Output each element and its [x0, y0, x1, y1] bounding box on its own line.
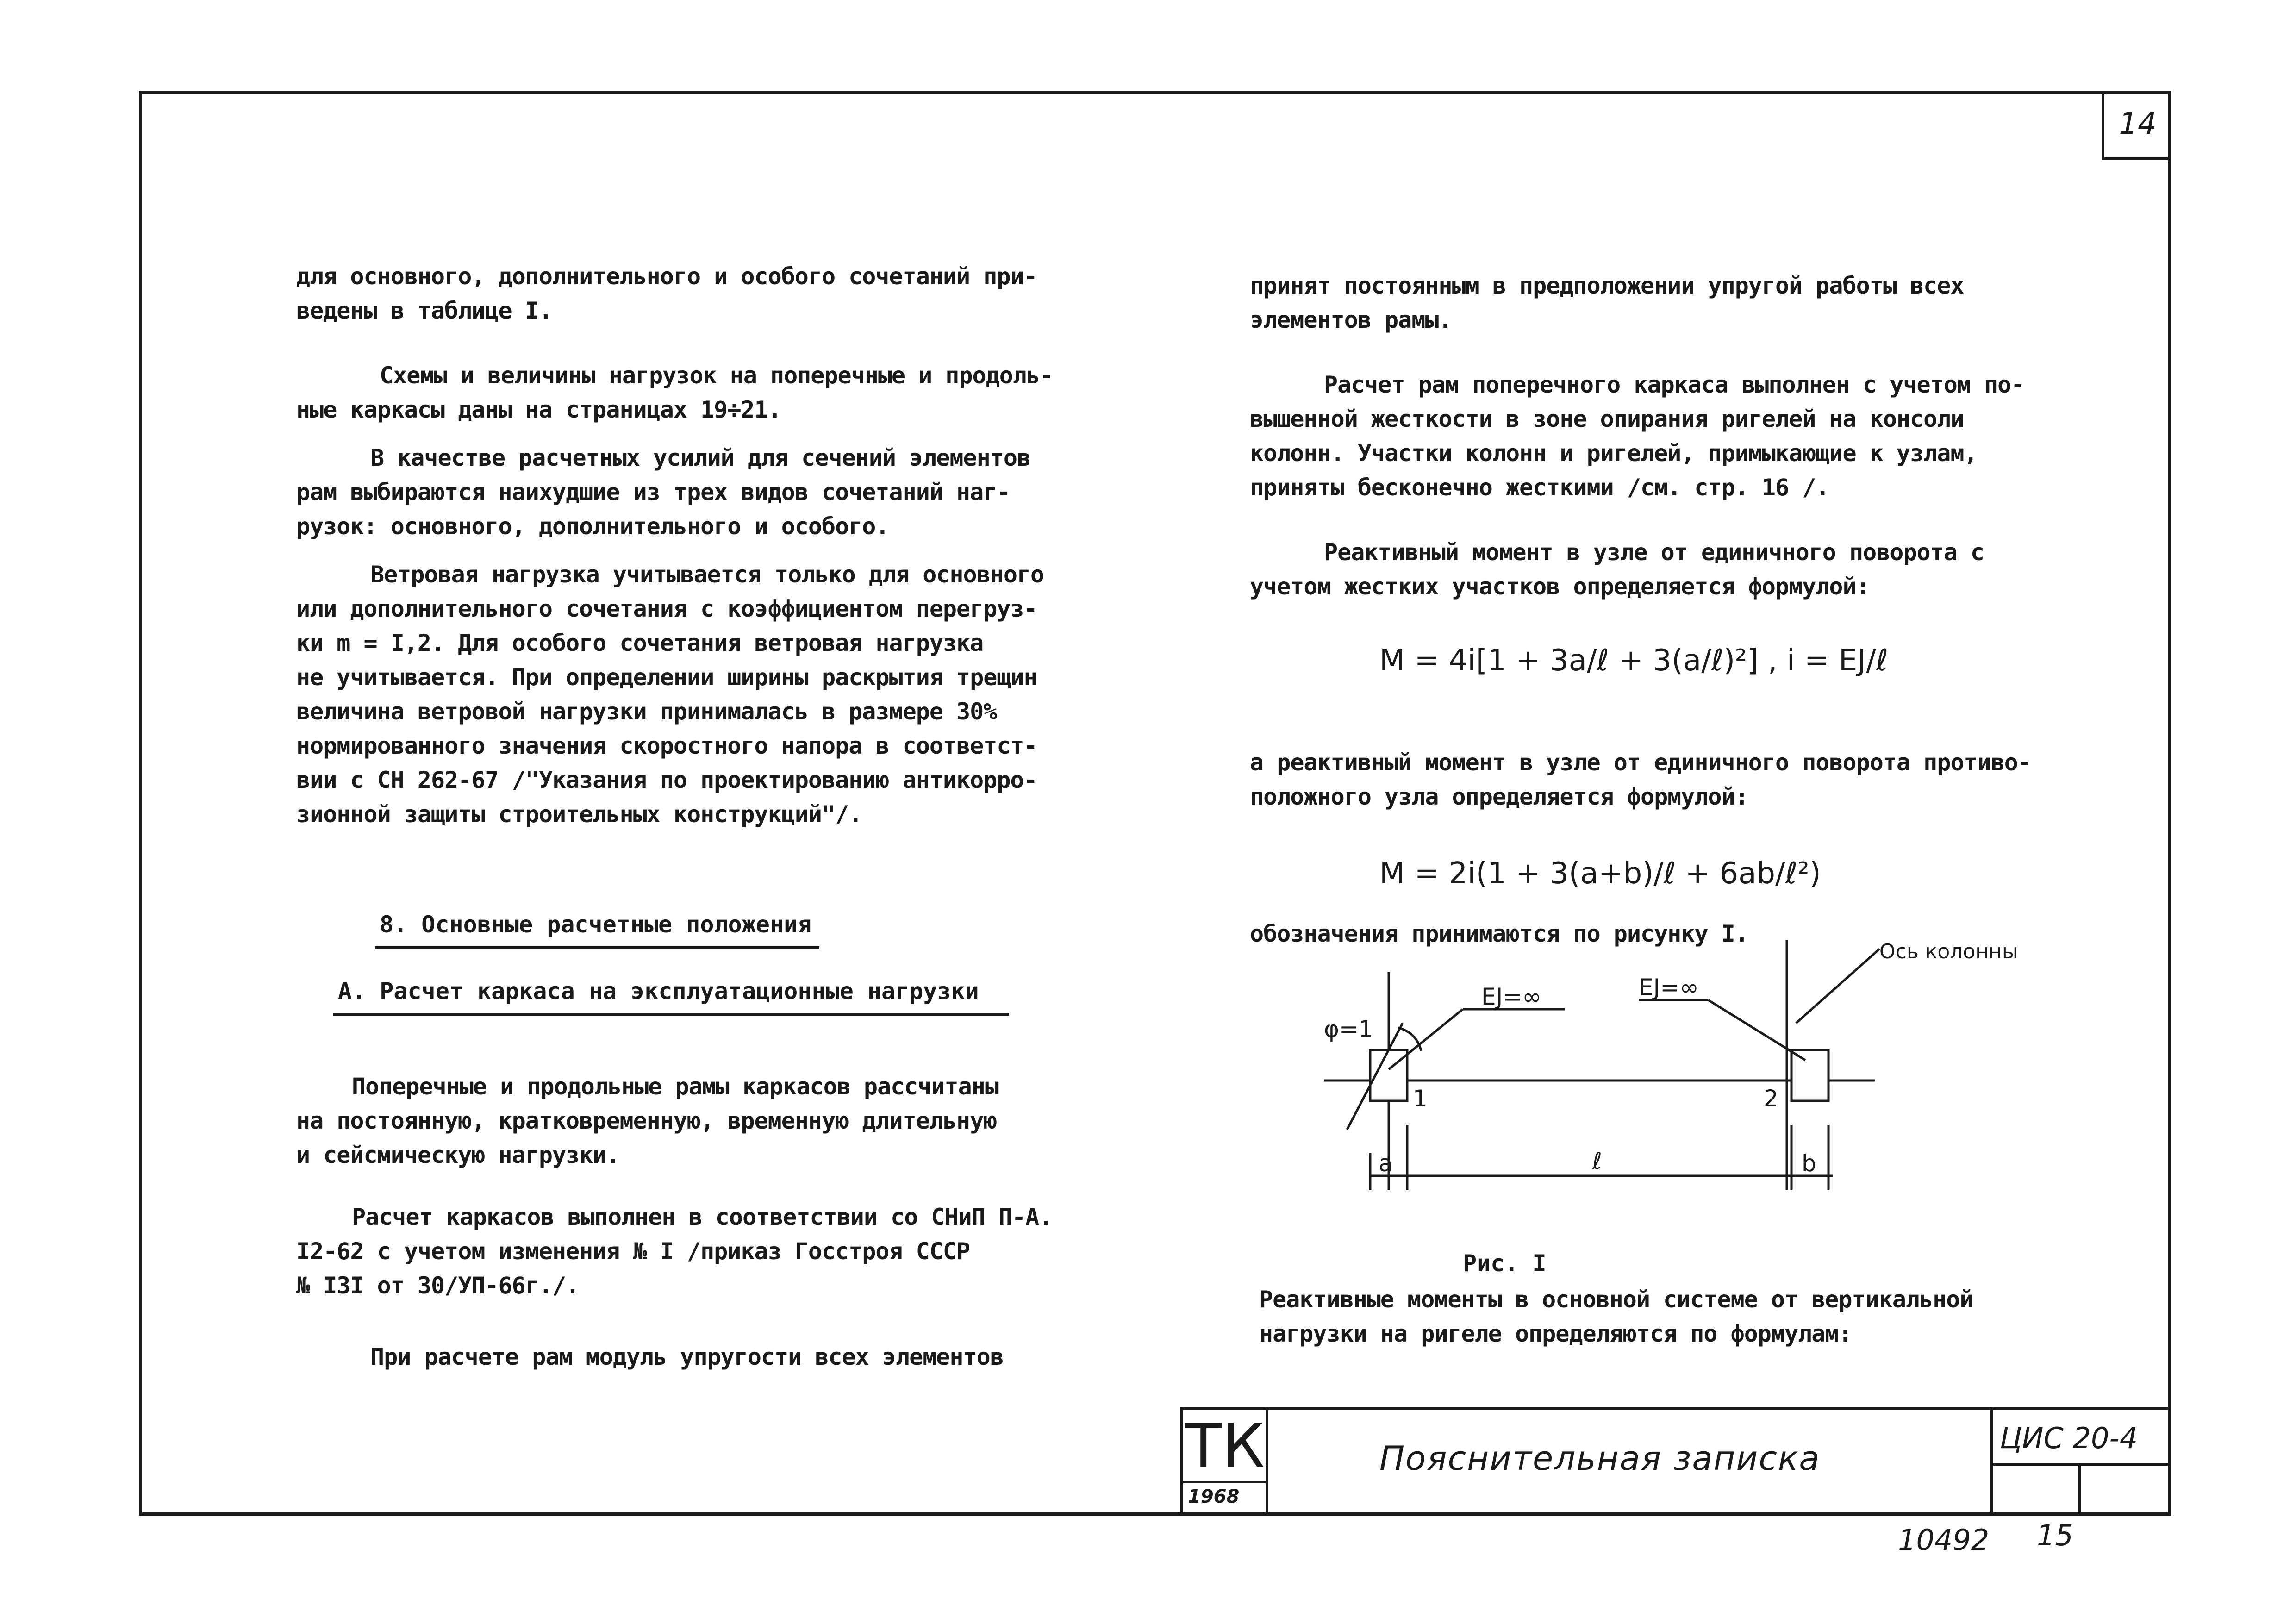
title-block-div3: [2078, 1466, 2081, 1516]
subsection-heading: А. Расчет каркаса на эксплуатационные нагрузки: [338, 978, 979, 1005]
ej-left-label: EJ=∞: [1481, 983, 1541, 1010]
left-paragraph-7: При расчете рам модуль упругости всех элементов: [370, 1343, 1004, 1370]
dim-l-label: ℓ: [1592, 1148, 1602, 1174]
node-2-label: 2: [1764, 1085, 1778, 1112]
left-paragraph-6: Расчет каркасов выполнен в соответствии со СНиП П-А. I2-62 с учетом изменения № I /приказ Госстроя СССР № I3I от 30/УП-66г./.: [296, 1204, 1053, 1299]
left-paragraph-1: для основного, дополнительного и особого сочетаний при- ведены в таблице I.: [296, 263, 1037, 324]
formula-1: M = 4i[1 + 3a/ℓ + 3(a/ℓ)²] , i = EJ/ℓ: [1379, 643, 1889, 678]
ej-left-leader: [1389, 1009, 1463, 1069]
figure-frame-scheme: [1305, 931, 2028, 1218]
org-mark: ТК: [1185, 1411, 1265, 1481]
sheet-number: 15: [2037, 1518, 2073, 1552]
right-column: [1250, 269, 2129, 634]
axis-label-leader: [1796, 949, 1879, 1023]
right-paragraph-1: принят постоянным в предположении упругой работы всех элементов рамы.: [1250, 272, 1964, 333]
ej-right-label: EJ=∞: [1639, 974, 1699, 1001]
right-paragraph-3: Реактивный момент в узле от единичного поворота с учетом жестких участков определяется формулой:: [1250, 539, 1984, 600]
right-paragraph-6: Реактивные моменты в основной системе от вертикальной нагрузки на ригеле определяются по формулам:: [1259, 1286, 1973, 1347]
dim-b-label: b: [1802, 1150, 1816, 1177]
left-paragraph-3: В качестве расчетных усилий для сечений элементов рам выбираются наихудшие из трех видов сочетаний наг- рузок: основного, дополнительного и особого.: [296, 444, 1031, 540]
title-block-top: [1180, 1407, 2171, 1410]
rotation-arc: [1398, 1028, 1421, 1051]
left-paragraph-4: Ветровая нагрузка учитывается только для основного или дополнительного сочетания с коэффициентом перегруз- ки m = I,2. Для особого сочетания ветровая нагрузка не учитывается. При определении ширины раскрытия трещин величина ветровой нагрузки принималась в размере 30% нормированного значения скоростного напора в соответст- вии с СН 262-67 /"Указания по проектированию антикорро- зионной защиты строительных конструкций"/.: [296, 561, 1044, 828]
left-paragraph-5: Поперечные и продольные рамы каркасов рассчитаны на постоянную, кратковременную, временную длительную и сейсмическую нагрузки.: [296, 1073, 998, 1168]
right-rigid-block: [1791, 1050, 1828, 1101]
dim-a-label: a: [1379, 1150, 1393, 1177]
title-block-div2: [1990, 1407, 1993, 1516]
left-column: [296, 259, 1139, 862]
right-paragraph-2: Расчет рам поперечного каркаса выполнен с учетом по- вышенной жесткости в зоне опирания ригелей на консоли колонн. Участки колонн и ригелей, примыкающие к узлам, приняты бесконечно жесткими /см. стр. 16 /.: [1250, 371, 2025, 501]
title-block-left: [1180, 1407, 1183, 1516]
figure-caption: Рис. I: [1463, 1250, 1547, 1277]
left-column-lower: [296, 1069, 1139, 1405]
title-block-hline: [1990, 1463, 2171, 1466]
section-heading: 8. Основные расчетные положения: [380, 911, 812, 938]
right-column-mid: а реактивный момент в узле от единичного поворота противо- положного узла определяется формулой:: [1250, 749, 2031, 810]
subsection-heading-underline: [333, 1013, 1009, 1016]
archive-number: 10492: [1898, 1523, 1990, 1557]
axis-label: Ось колонны: [1879, 940, 2018, 963]
document-code: ЦИС 20-4: [2000, 1421, 2138, 1455]
phi-label: φ=1: [1324, 1016, 1373, 1043]
ej-right-leader: [1708, 1000, 1805, 1060]
page-number: 14: [2102, 91, 2171, 160]
left-paragraph-2: Схемы и величины нагрузок на поперечные и продоль- ные каркасы даны на страницах 19÷21.: [296, 362, 1054, 423]
title-block-div1: [1266, 1407, 1268, 1516]
title-block-tk-hline: [1180, 1481, 1268, 1483]
formula-2: M = 2i(1 + 3(a+b)/ℓ + 6ab/ℓ²): [1379, 856, 1821, 891]
year: 1968: [1188, 1486, 1240, 1507]
node-1-label: 1: [1413, 1085, 1428, 1112]
section-heading-underline: [375, 946, 819, 949]
document-title: Пояснительная записка: [1379, 1439, 1821, 1478]
right-paragraph-5: обозначения принимаются по рисунку I.: [1250, 920, 1748, 947]
